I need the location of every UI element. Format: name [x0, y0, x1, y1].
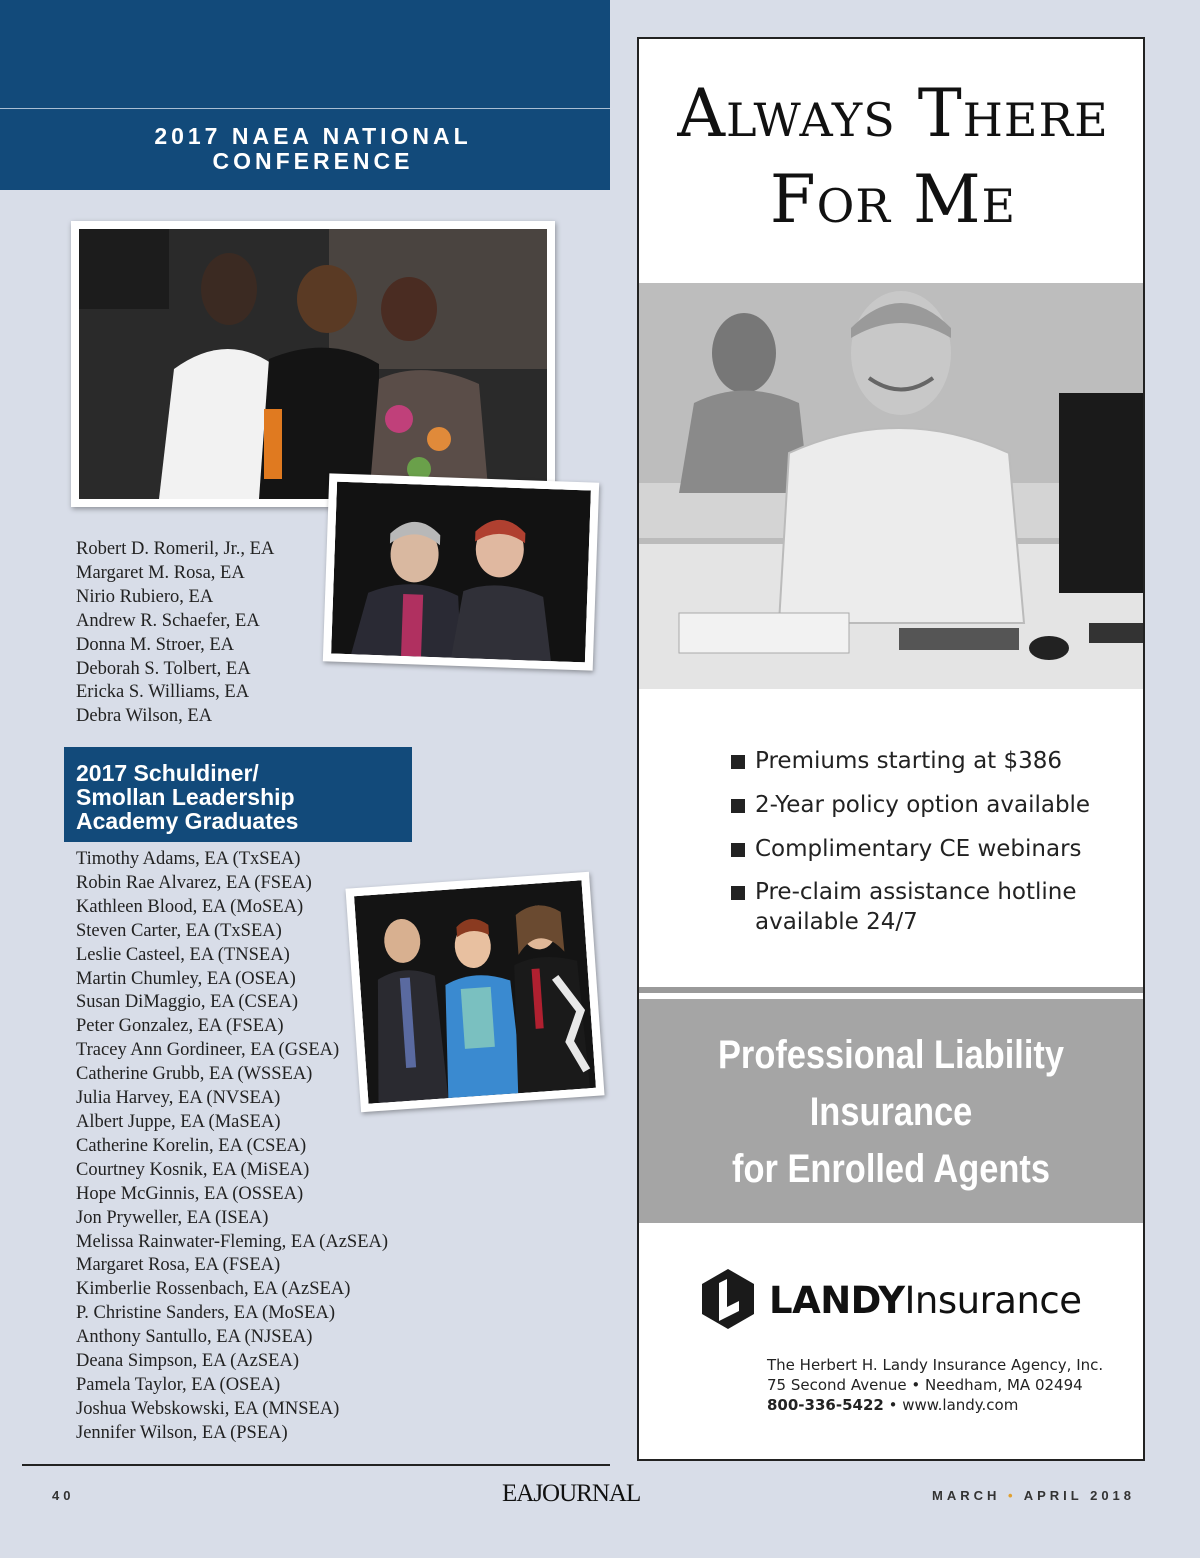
list-item: Catherine Grubb, EA (WSSEA) — [76, 1064, 313, 1085]
list-item: Courtney Kosnik, EA (MiSEA) — [76, 1159, 310, 1180]
list-item: Peter Gonzalez, EA (FSEA) — [76, 1016, 284, 1037]
list-item: Albert Juppe, EA (MaSEA) — [76, 1111, 281, 1132]
issue-date — [932, 1488, 1135, 1503]
ad-benefit-item: Complimentary CE webinars — [731, 827, 1095, 871]
list-item: Catherine Korelin, EA (CSEA) — [76, 1135, 307, 1156]
section-header-title — [76, 761, 406, 833]
issue-separator: • — [1008, 1488, 1017, 1503]
list-item: Deborah S. Tolbert, EA — [76, 658, 251, 679]
footer-rule — [22, 1464, 610, 1466]
ad-tagline-line-2: Insurance — [809, 1090, 973, 1134]
list-item: Melissa Rainwater-Fleming, EA (AzSEA) — [76, 1231, 389, 1252]
section-banner — [0, 0, 610, 190]
journal-masthead: EAJOURNAL — [502, 1480, 641, 1507]
page-number: 40 — [52, 1488, 75, 1503]
ad-photo-businessman — [639, 283, 1143, 689]
agency-phone: 800-336-5422 — [767, 1396, 884, 1414]
ad-photo-businessman-image — [639, 283, 1143, 689]
list-item: Julia Harvey, EA (NVSEA) — [76, 1088, 281, 1109]
ad-tagline — [674, 1027, 1107, 1198]
issue-month-1: MARCH — [932, 1488, 1001, 1503]
list-item: Steven Carter, EA (TxSEA) — [76, 920, 282, 941]
photo-two-women-image — [331, 482, 591, 663]
list-item: Kimberlie Rossenbach, EA (AzSEA) — [76, 1279, 351, 1300]
leadership-academy-header — [64, 747, 412, 842]
list-item: Martin Chumley, EA (OSEA) — [76, 968, 296, 989]
ad-benefit-item: Premiums starting at $386 — [731, 739, 1095, 783]
list-item: Margaret M. Rosa, EA — [76, 562, 245, 583]
ad-headline-line-1: Always There — [677, 75, 1109, 152]
agency-website: www.landy.com — [902, 1396, 1019, 1414]
photo-three-women-image — [79, 229, 547, 499]
photo-three-graduates-image — [354, 880, 596, 1103]
photo-two-women — [323, 473, 599, 670]
list-item: Jon Pryweller, EA (ISEA) — [76, 1207, 269, 1228]
list-item: Kathleen Blood, EA (MoSEA) — [76, 896, 304, 917]
section-header-line-3: Academy Graduates — [76, 808, 299, 834]
section-header-line-1: 2017 Schuldiner/ — [76, 760, 259, 786]
list-item: Susan DiMaggio, EA (CSEA) — [76, 992, 298, 1013]
agency-name: The Herbert H. Landy Insurance Agency, Inc. — [767, 1356, 1104, 1374]
ad-divider-band — [639, 987, 1143, 993]
list-item: Donna M. Stroer, EA — [76, 634, 235, 655]
list-item: Hope McGinnis, EA (OSSEA) — [76, 1183, 304, 1204]
list-item: Ericka S. Williams, EA — [76, 682, 250, 703]
landy-logo — [699, 1267, 1082, 1331]
list-item: Pamela Taylor, EA (OSEA) — [76, 1374, 281, 1395]
graduate-names-list — [76, 848, 388, 1446]
list-item: Jennifer Wilson, EA (PSEA) — [76, 1422, 288, 1443]
list-item: Robin Rae Alvarez, EA (FSEA) — [76, 872, 312, 893]
issue-month-2: APRIL 2018 — [1023, 1488, 1136, 1503]
photo-three-women — [71, 221, 555, 507]
list-item: P. Christine Sanders, EA (MoSEA) — [76, 1303, 335, 1324]
list-item: Timothy Adams, EA (TxSEA) — [76, 849, 301, 869]
section-header-line-2: Smollan Leadership — [76, 784, 295, 810]
list-item: Nirio Rubiero, EA — [76, 586, 214, 607]
list-item: Robert D. Romeril, Jr., EA — [76, 539, 275, 559]
list-item: Andrew R. Schaefer, EA — [76, 610, 260, 631]
agency-address: 75 Second Avenue • Needham, MA 02494 — [767, 1376, 1083, 1394]
ad-contact-block — [767, 1355, 1103, 1415]
ad-benefit-item: Pre-claim assistance hotline available 24/7 — [731, 877, 1095, 937]
list-item: Leslie Casteel, EA (TNSEA) — [76, 944, 290, 965]
landy-logo-wordmark — [769, 1279, 1082, 1322]
ad-tagline-line-3: for Enrolled Agents — [732, 1147, 1050, 1191]
list-item: Anthony Santullo, EA (NJSEA) — [76, 1327, 313, 1348]
attendee-names-list — [76, 538, 274, 729]
banner-title — [118, 124, 508, 174]
contact-separator: • — [883, 1396, 903, 1414]
banner-divider — [0, 108, 610, 109]
ad-benefits-list — [731, 739, 1095, 937]
logo-wordmark-bold: LANDY — [769, 1279, 905, 1322]
logo-wordmark-regular: Insurance — [904, 1279, 1082, 1322]
list-item: Debra Wilson, EA — [76, 706, 213, 727]
list-item: Margaret Rosa, EA (FSEA) — [76, 1255, 281, 1276]
ad-tagline-panel — [639, 999, 1143, 1223]
list-item: Deana Simpson, EA (AzSEA) — [76, 1351, 299, 1372]
ad-benefit-item: 2-Year policy option available — [731, 783, 1095, 827]
banner-title-line-1: 2017 NAEA NATIONAL — [154, 123, 472, 149]
banner-title-line-2: CONFERENCE — [212, 148, 414, 174]
agency-contact-line — [767, 1395, 1103, 1415]
landy-insurance-ad — [637, 37, 1145, 1461]
ad-headline-line-2: For Me — [769, 161, 1017, 238]
list-item: Tracey Ann Gordineer, EA (GSEA) — [76, 1040, 340, 1061]
list-item: Joshua Webskowski, EA (MNSEA) — [76, 1398, 340, 1419]
landy-logo-icon — [699, 1267, 757, 1331]
ad-tagline-line-1: Professional Liability — [717, 1033, 1064, 1077]
